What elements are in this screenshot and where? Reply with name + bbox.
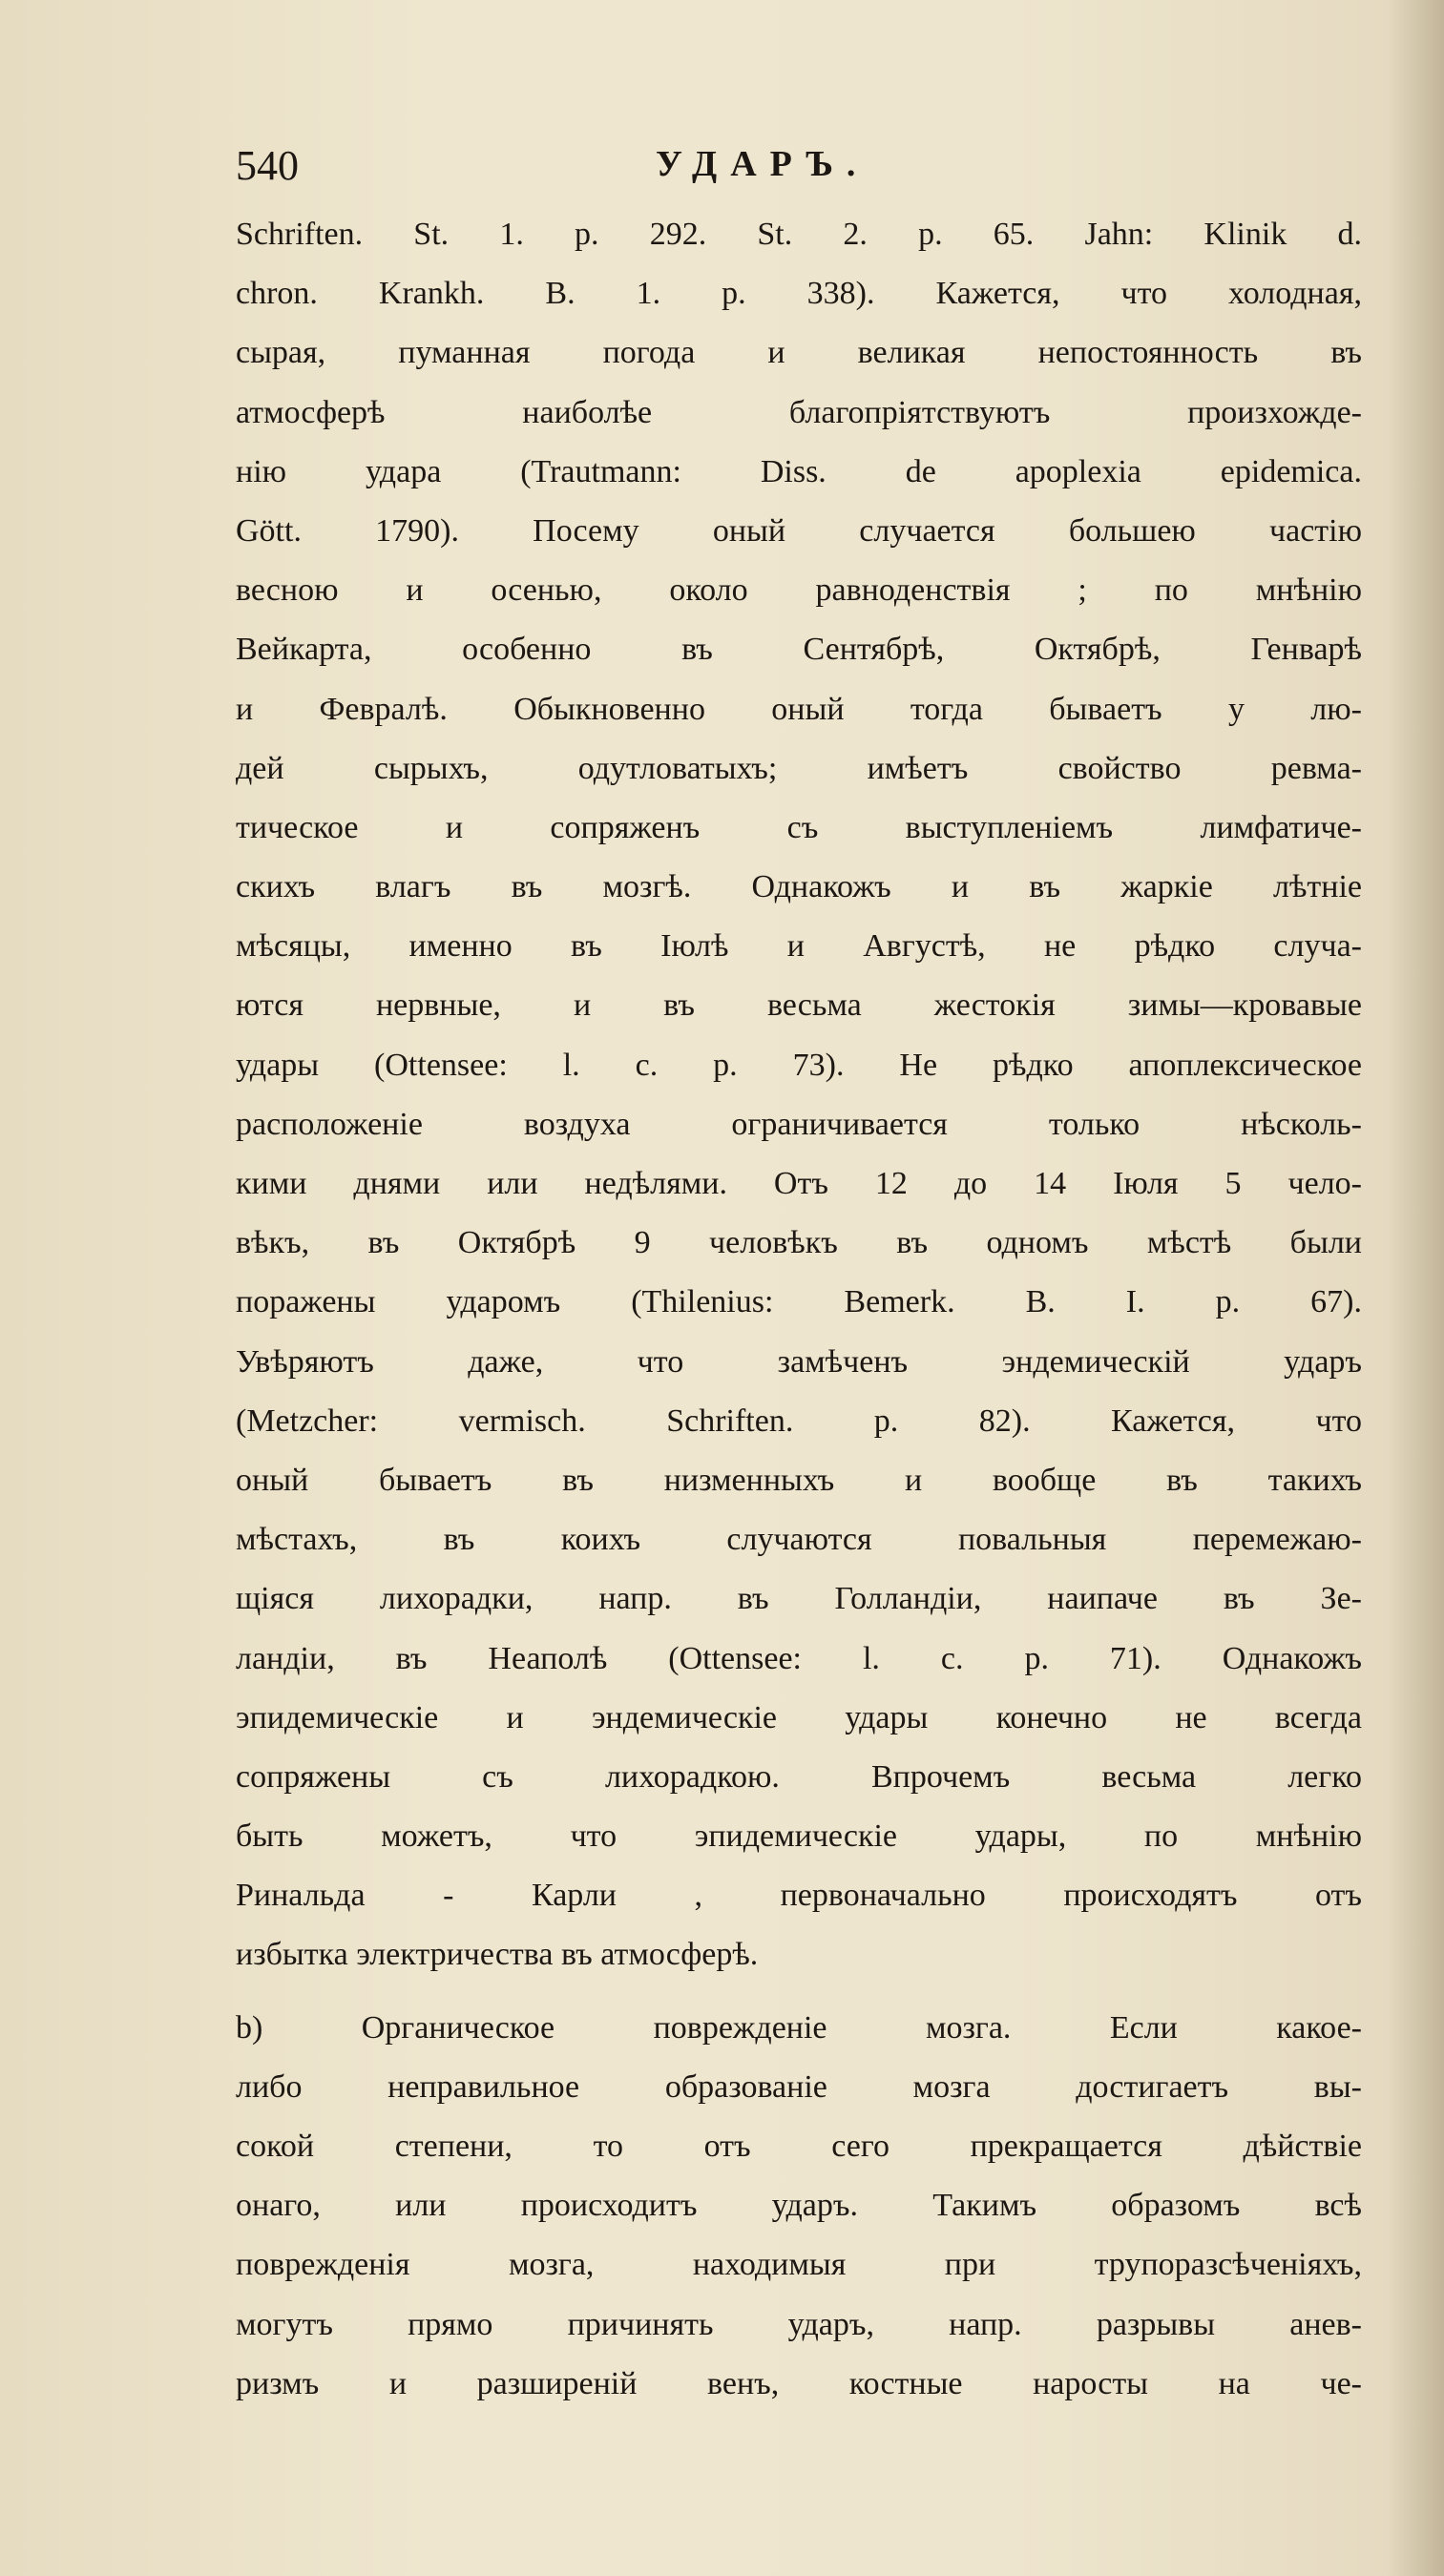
text-line: могутъ прямо причинять ударъ, напр. разрывы анев- (236, 2306, 1362, 2342)
text-line: сокой степени, то отъ сего прекращается дѣйствіе (236, 2129, 1362, 2164)
text-line: Ринальда - Карли , первоначально происходятъ отъ (236, 1878, 1362, 1914)
text-line: эпидемическіе и эндемическіе удары конечно не всегда (236, 1699, 1362, 1735)
paragraph-gap (236, 1985, 1362, 1999)
text-line: щіяся лихорадки, напр. въ Голландіи, наипаче въ Зе- (236, 1581, 1362, 1617)
text-line: Gött. 1790). Посему оный случается большею частію (236, 512, 1362, 549)
body-text (236, 205, 1362, 2414)
text-line: нію удара (Trautmann: Diss. de apoplexia epidemica. (236, 453, 1362, 489)
text-line: ются нервные, и въ весьма жестокія зимы—кровавые (236, 987, 1362, 1024)
text-line: и Февралѣ. Обыкновенно оный тогда бываетъ у лю- (236, 691, 1362, 727)
text-line: chron. Krankh. B. 1. p. 338). Кажется, что холодная, (236, 276, 1362, 312)
text-line: тическое и сопряженъ съ выступленіемъ лимфатиче- (236, 809, 1362, 845)
text-line: (Metzcher: vermisch. Schriften. p. 82). Кажется, что (236, 1402, 1362, 1439)
text-line: Schriften. St. 1. p. 292. St. 2. p. 65. Jahn: Klinik d. (236, 217, 1362, 252)
page-header (236, 141, 1362, 198)
text-line: кими днями или недѣлями. Отъ 12 до 14 Іюля 5 чело- (236, 1166, 1362, 1201)
text-line: мѣсяцы, именно въ Іюлѣ и Августѣ, не рѣдко случа- (236, 928, 1362, 965)
text-line: поражены ударомъ (Thilenius: Bemerk. B. I. p. 67). (236, 1284, 1362, 1320)
text-line: мѣстахъ, въ коихъ случаются повальныя перемежаю- (236, 1522, 1362, 1558)
text-line: избытка электричества въ атмосферѣ. (236, 1937, 759, 1973)
text-line: либо неправильное образованіе мозга достигаетъ вы- (236, 2068, 1362, 2105)
text-line: оный бываетъ въ низменныхъ и вообще въ такихъ (236, 1462, 1362, 1498)
text-line: сопряжены съ лихорадкою. Впрочемъ весьма легко (236, 1758, 1362, 1795)
text-line: скихъ влагъ въ мозгѣ. Однакожъ и въ жаркіе лѣтніе (236, 869, 1362, 905)
text-line: онаго, или происходитъ ударъ. Такимъ образомъ всѣ (236, 2188, 1362, 2224)
text-line: удары (Ottensee: l. c. p. 73). Не рѣдко апоплексическое (236, 1047, 1362, 1083)
text-line: поврежденія мозга, находимыя при трупоразсѣченіяхъ, (236, 2247, 1362, 2283)
text-line: b) Органическое поврежденіе мозга. Если какое- (236, 2009, 1362, 2046)
page-number: 540 (236, 142, 299, 189)
text-line: расположеніе воздуха ограничивается только нѣсколь- (236, 1106, 1362, 1142)
text-line: ризмъ и разширеній венъ, костные наросты на че- (236, 2365, 1362, 2401)
text-line: сырая, пуманная погода и великая непостоянность въ (236, 335, 1362, 371)
page-edge-shadow (1387, 0, 1444, 2576)
text-line: вѣкъ, въ Октябрѣ 9 человѣкъ въ одномъ мѣстѣ были (236, 1225, 1362, 1261)
text-line: атмосферѣ наиболѣе благопріятствуютъ произхожде- (236, 394, 1362, 430)
running-title: УДАРЪ. (656, 144, 869, 184)
text-line: весною и осенью, около равноденствія ; по мнѣнію (236, 572, 1362, 609)
text-line: Вейкарта, особенно въ Сентябрѣ, Октябрѣ, Генварѣ (236, 632, 1362, 668)
text-line: Увѣряютъ даже, что замѣченъ эндемическій ударъ (236, 1343, 1362, 1380)
text-line: дей сырыхъ, одутловатыхъ; имѣетъ свойство ревма- (236, 750, 1362, 786)
text-line: быть можетъ, что эпидемическіе удары, по мнѣнію (236, 1818, 1362, 1855)
text-line: ландіи, въ Неаполѣ (Ottensee: l. c. p. 71). Однакожъ (236, 1640, 1362, 1676)
